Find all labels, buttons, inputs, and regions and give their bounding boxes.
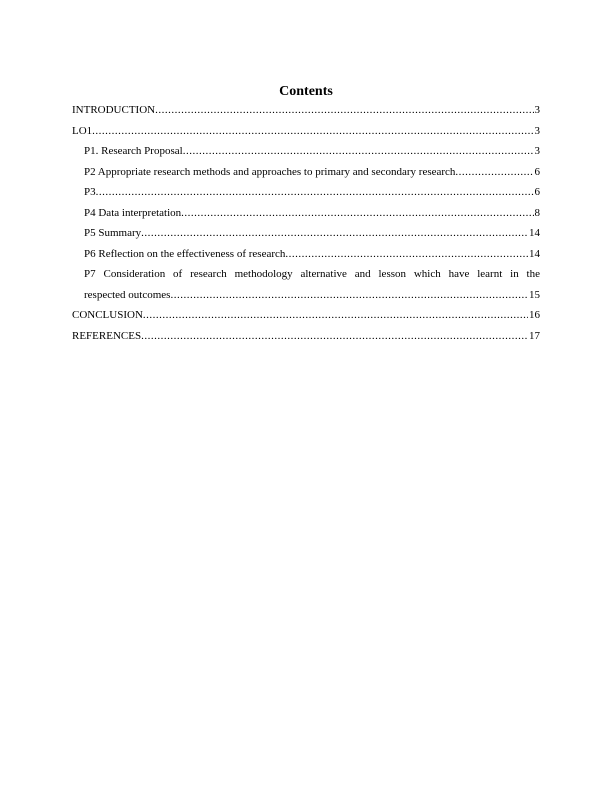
toc-entry-p3[interactable] xyxy=(72,182,540,203)
dot-leader xyxy=(155,100,533,121)
toc-entry-page: 3 xyxy=(534,145,540,157)
toc-entry-label: P2 Appropriate research methods and approaches to primary and secondary research xyxy=(84,165,456,178)
toc-entry-introduction[interactable] xyxy=(72,100,540,121)
toc-entry-conclusion[interactable] xyxy=(72,305,540,326)
toc-entry-p6[interactable] xyxy=(72,244,540,265)
toc-entry-label: LO1 xyxy=(72,124,93,137)
toc-entry-page: 6 xyxy=(534,186,540,198)
toc-entry-references[interactable] xyxy=(72,326,540,347)
toc-entry-page: 8 xyxy=(534,206,540,219)
toc-entry-page: 6 xyxy=(534,165,540,178)
dot-leader xyxy=(285,244,528,265)
toc-entry-label: P1. Research Proposal xyxy=(84,145,183,157)
toc-entry-label-line1: P7 Consideration of research methodology alternative and lesson which have learnt in the xyxy=(84,268,540,280)
toc-entry-label: P4 Data interpretation xyxy=(84,206,182,219)
toc-entry-page: 3 xyxy=(534,104,540,116)
toc-entry-label: CONCLUSION xyxy=(72,309,143,321)
dot-leader xyxy=(92,121,533,142)
toc-entry-label: REFERENCES xyxy=(72,329,142,342)
toc-entry-page: 3 xyxy=(534,124,540,137)
toc-entry-label: P5 Summary xyxy=(84,227,142,239)
toc-entry-label: INTRODUCTION xyxy=(72,104,156,116)
toc-entry-lo1[interactable] xyxy=(72,121,540,142)
table-of-contents xyxy=(72,100,540,346)
dot-leader xyxy=(141,326,528,347)
toc-entry-page: 17 xyxy=(529,329,540,342)
toc-title: Contents xyxy=(279,84,333,99)
dot-leader xyxy=(96,182,534,203)
dot-leader xyxy=(170,285,528,306)
toc-entry-p4[interactable] xyxy=(72,203,540,224)
toc-entry-label: P3 xyxy=(84,186,96,198)
toc-entry-label-line2: respected outcomes xyxy=(84,288,171,301)
toc-entry-p5[interactable] xyxy=(72,223,540,244)
toc-entry-page: 15 xyxy=(529,288,540,301)
toc-entry-page: 16 xyxy=(529,309,540,321)
toc-entry-page: 14 xyxy=(529,227,540,239)
toc-entry-p1[interactable] xyxy=(72,141,540,162)
toc-entry-p2[interactable] xyxy=(72,162,540,183)
dot-leader xyxy=(181,203,533,224)
dot-leader xyxy=(143,305,528,326)
toc-entry-p7[interactable] xyxy=(72,264,540,305)
dot-leader xyxy=(141,223,528,244)
toc-entry-label: P6 Reflection on the effectiveness of research xyxy=(84,247,286,260)
dot-leader xyxy=(455,162,533,183)
toc-entry-page: 14 xyxy=(529,247,540,260)
dot-leader xyxy=(183,141,534,162)
